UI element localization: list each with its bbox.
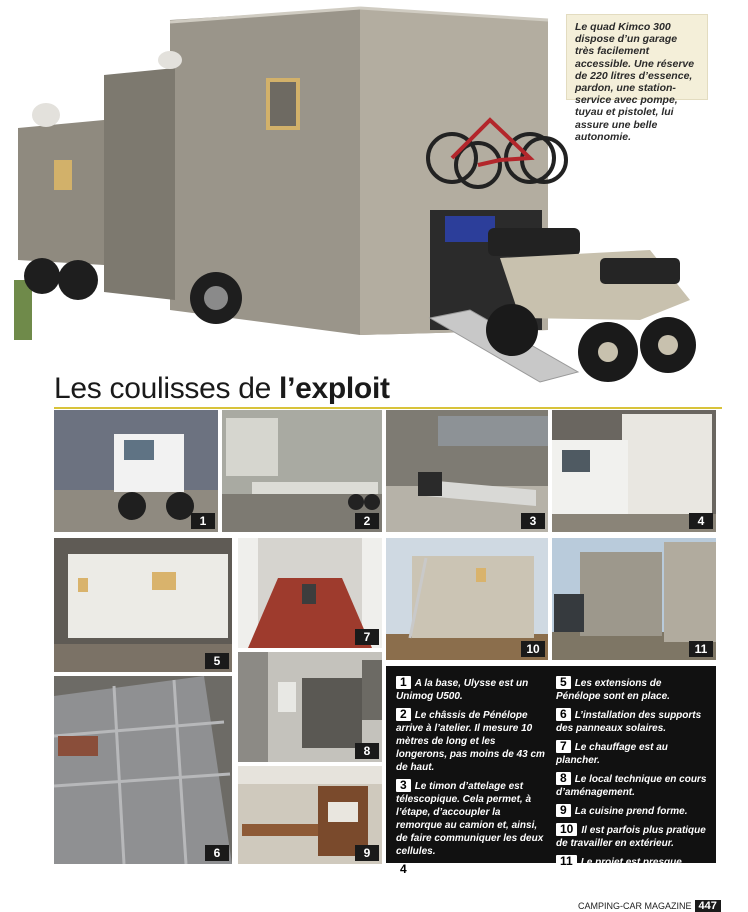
photo-11 — [552, 538, 716, 660]
legend-item — [556, 804, 708, 818]
legend-number: 3 — [396, 779, 411, 792]
photo-number: 8 — [355, 743, 379, 759]
article-title — [54, 372, 390, 406]
page-number: 447 — [695, 900, 721, 912]
legend-item — [556, 855, 708, 882]
page-footer — [578, 900, 721, 912]
legend-item — [556, 823, 708, 850]
photo-6 — [54, 676, 232, 864]
photo-3 — [386, 410, 548, 532]
legend-text: La cuisine prend forme. — [574, 806, 688, 817]
photo-caption: Le quad Kimco 300 dispose d’un garage très facilement accessible. Une réserve de 220 litres d’essence, pardon, une station-service avec pompe, tuyau et pistolet, lui assure une belle autonomie. — [566, 14, 708, 100]
photo-5 — [54, 538, 232, 672]
photo-10 — [386, 538, 548, 660]
legend-number: 2 — [396, 708, 411, 721]
legend-number: 4 — [396, 863, 411, 876]
legend-item — [396, 863, 548, 877]
legend-number: 7 — [556, 740, 571, 753]
photo-number: 7 — [355, 629, 379, 645]
legend-column-left — [396, 676, 548, 882]
legend-text: Les extensions de Pénélope sont en place. — [556, 678, 670, 702]
magazine-name: CAMPING-CAR MAGAZINE — [578, 901, 692, 911]
legend-text: Il est parfois plus pratique de travailler en extérieur. — [556, 825, 706, 849]
legend-item — [556, 708, 708, 735]
legend-text: Ulysse reçoit sa cellule. — [414, 865, 528, 876]
legend-item — [556, 740, 708, 767]
photo-number: 2 — [355, 513, 379, 529]
legend-text: Le châssis de Pénélope arrive à l’atelier. Il mesure 10 mètres de long et les longerons, pas moins de 43 cm de haut. — [396, 710, 545, 773]
photo-legend — [386, 666, 716, 881]
legend-item — [396, 676, 548, 703]
photo-number: 3 — [521, 513, 545, 529]
photo-number: 1 — [191, 513, 215, 529]
legend-text: Le projet est presque terminé. — [556, 857, 682, 881]
legend-text: L’installation des supports des panneaux solaires. — [556, 710, 702, 734]
legend-number: 5 — [556, 676, 571, 689]
photo-1 — [54, 410, 218, 532]
legend-number: 1 — [396, 676, 411, 689]
legend-number: 9 — [556, 804, 571, 817]
photo-8 — [238, 652, 382, 762]
photo-2 — [222, 410, 382, 532]
legend-text: A la base, Ulysse est un Unimog U500. — [396, 678, 529, 702]
legend-column-right — [556, 676, 708, 887]
photo-4 — [552, 410, 716, 532]
legend-text: Le timon d’attelage est télescopique. Cela permet, à l’étape, d’accoupler la remorque au camion et, ainsi, de faire communiquer les deux cellules. — [396, 781, 544, 857]
legend-number: 10 — [556, 823, 577, 836]
photo-number: 4 — [689, 513, 713, 529]
legend-item — [556, 676, 708, 703]
title-bold: l’exploit — [279, 372, 390, 405]
photo-number: 6 — [205, 845, 229, 861]
legend-item — [396, 779, 548, 858]
legend-item — [556, 772, 708, 799]
legend-text: Le local technique en cours d’aménagement. — [556, 774, 707, 798]
legend-number: 6 — [556, 708, 571, 721]
photo-7 — [238, 538, 382, 648]
title-regular: Les coulisses de — [54, 372, 280, 405]
photo-9 — [238, 766, 382, 864]
legend-item — [396, 708, 548, 774]
photo-number: 10 — [521, 641, 545, 657]
legend-number: 11 — [556, 855, 577, 868]
photo-number: 5 — [205, 653, 229, 669]
title-underline — [54, 407, 722, 409]
photo-number: 9 — [355, 845, 379, 861]
legend-number: 8 — [556, 772, 571, 785]
legend-text: Le chauffage est au plancher. — [556, 742, 668, 766]
photo-number: 11 — [689, 641, 713, 657]
